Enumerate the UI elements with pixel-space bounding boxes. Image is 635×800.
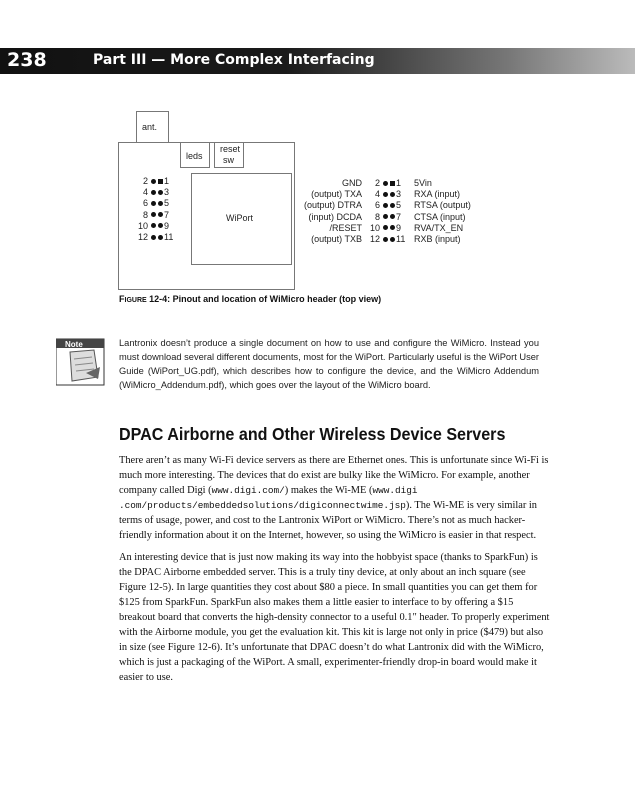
left-pin-row xyxy=(136,187,176,198)
pin-number-odd: 5 xyxy=(396,200,402,211)
pin-dots xyxy=(148,189,164,197)
right-pin-row xyxy=(294,212,466,223)
pin-desc-left: GND xyxy=(342,178,362,188)
figure-caption xyxy=(119,294,381,304)
pin-number-even: 4 xyxy=(374,189,380,200)
pin-number-odd: 3 xyxy=(164,187,170,198)
pin-number-odd: 9 xyxy=(396,222,402,233)
pin-number-odd: 9 xyxy=(164,220,170,231)
pin-dots xyxy=(380,180,396,188)
pin-number-odd: 7 xyxy=(164,209,170,220)
pin-desc-left: (output) TXB xyxy=(311,234,362,244)
caption-text: 12-4: Pinout and location of WiMicro header (top view) xyxy=(146,294,382,304)
leds-block xyxy=(180,142,210,168)
pin-number-odd: 11 xyxy=(164,232,174,242)
digi-url[interactable]: www.digi.com/ xyxy=(211,485,285,496)
p1-text-b: ) makes the Wi-ME ( xyxy=(284,485,373,496)
note-label: Note xyxy=(65,340,83,349)
pin-desc-left: (output) DTRA xyxy=(303,200,362,211)
caption-smallcaps: IGURE xyxy=(124,297,147,304)
pin-number-even: 12 xyxy=(369,234,380,244)
pin-number-even: 12 xyxy=(137,232,148,242)
pin-dots xyxy=(380,213,396,221)
reset-label-sw: sw xyxy=(223,155,234,165)
pin-number-even: 8 xyxy=(374,211,380,222)
pin-number-odd: 5 xyxy=(164,198,170,209)
pin-number-even: 10 xyxy=(137,220,148,231)
wiport-module xyxy=(191,173,292,265)
part-title: Part III — More Complex Interfacing xyxy=(93,52,375,68)
left-pin-row xyxy=(136,198,176,209)
left-pin-row xyxy=(136,232,176,243)
wiport-label: WiPort xyxy=(226,213,253,223)
left-pin-row xyxy=(136,210,176,221)
pin-desc-left: (output) TXA xyxy=(311,189,362,200)
reset-label: reset xyxy=(220,144,241,154)
pin-number-odd: 3 xyxy=(396,189,402,200)
p1-text-a: There aren’t as many Wi-Fi device servers as there are Ethernet ones. This is unfortunate since Wi-Fi is much more interesting. The devices that do exist are bulky like the WiMicro. For example, another company called Digi ( xyxy=(119,455,549,496)
pin-number-odd: 1 xyxy=(164,176,170,186)
pin-dots xyxy=(380,224,396,232)
pin-desc-left: /RESET xyxy=(329,222,362,233)
pin-number-even: 6 xyxy=(374,200,380,211)
antenna-block xyxy=(136,111,169,144)
paragraph-2: An interesting device that is just now making its way into the hobbyist space (thanks to SparkFun) is the DPAC Airborne embedded server. This is a truly tiny device, at only about an inch square (see Figure 12-5). In large quantities they cost about $80 a piece. In small quantities you can get them for $125 from SparkFun. SparkFun also makes them a little easier to interface to by offering a $15 breakout board that converts the high-density connector to a useful 0.1″ header. To properly experiment with the Airborne module, you get the evaluation kit. This kit is large not only in price ($479) but also in size (see Figure 12-6). It’s unfortunate that DPAC doesn’t do what Lantronix did with the WiMicro, which is just a packaging of the WiPort. A small, experimenter-friendly drop-in board would make it easier to use. xyxy=(119,552,550,683)
pin-dots xyxy=(148,200,164,208)
note-text: Lantronix doesn’t produce a single document on how to use and configure the WiMicro. Instead you must download several different documents, most for the WiPort. Particularly useful is the WiPort User Guide (WiPort_UG.pdf), which describes how to configure the device, and the WiMicro Addendum (WiMicro_Addendum.pdf), which goes over the layout of the WiMicro board. xyxy=(119,338,539,390)
wime-url[interactable]: www.digi .com/products/embeddedsolutions/digiconnectwime.jsp xyxy=(119,485,418,511)
page-header-bar xyxy=(0,48,635,74)
left-pin-row xyxy=(136,221,176,232)
pin-number-even: 4 xyxy=(142,187,148,198)
pin-desc-right: CTSA (input) xyxy=(414,211,466,222)
caption-prefix: F xyxy=(119,294,125,304)
pin-number-odd: 1 xyxy=(396,178,402,188)
antenna-label: ant. xyxy=(142,122,158,132)
pin-desc-right: RTSA (output) xyxy=(414,200,471,211)
page-number: 238 xyxy=(7,49,47,71)
pin-desc-right: RXB (input) xyxy=(414,234,461,244)
left-pin-row xyxy=(136,176,176,187)
reset-switch-block xyxy=(214,142,244,168)
pin-desc-right: RXA (input) xyxy=(414,189,461,200)
pin-dots xyxy=(380,191,396,199)
pin-number-even: 2 xyxy=(374,178,380,188)
pin-desc-right: RVA/TX_EN xyxy=(414,222,464,233)
section-heading: DPAC Airborne and Other Wireless Device Servers xyxy=(119,424,506,444)
pin-dots xyxy=(148,178,164,186)
right-pin-row xyxy=(294,178,432,189)
leds-label: leds xyxy=(186,151,203,161)
right-pin-row xyxy=(294,189,460,200)
pin-dots xyxy=(380,236,396,244)
note-icon xyxy=(56,337,106,387)
pin-dots xyxy=(148,222,164,230)
right-pin-row xyxy=(294,234,461,245)
pin-number-odd: 7 xyxy=(396,211,402,222)
pin-dots xyxy=(380,202,396,210)
pin-number-odd: 11 xyxy=(396,234,406,244)
pin-number-even: 10 xyxy=(369,222,380,233)
pin-dots xyxy=(148,211,164,219)
pin-number-even: 6 xyxy=(142,198,148,209)
right-pin-row xyxy=(294,200,471,211)
right-pin-row xyxy=(294,223,463,234)
pin-dots xyxy=(148,234,164,242)
pin-number-even: 8 xyxy=(142,209,148,220)
pin-number-even: 2 xyxy=(142,176,148,186)
p1-text-c: ). The Wi-ME is very similar in terms of usage, power, and cost to the Lantronix WiPort or WiMicro. There’s not as much hacker-friendly information about it on the Internet, however, so using the WiMicro is easier in that respect. xyxy=(119,500,538,541)
pin-desc-left: (input) DCDA xyxy=(308,211,362,222)
paragraph-1 xyxy=(119,453,551,543)
pin-desc-right: 5Vin xyxy=(414,178,432,188)
